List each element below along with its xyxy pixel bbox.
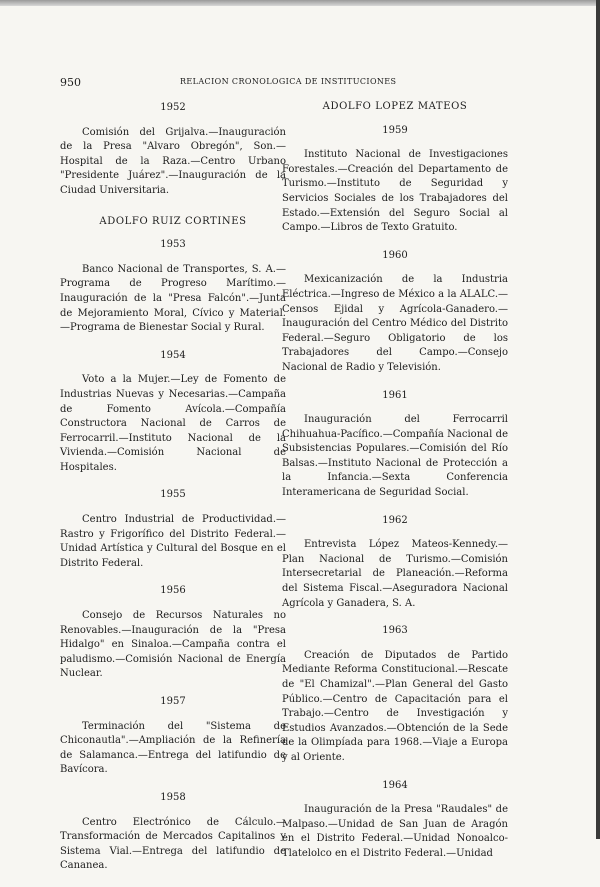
year-heading-1958: 1958 — [160, 791, 186, 803]
year-heading-1955: 1955 — [160, 489, 186, 501]
year-heading-1961: 1961 — [382, 389, 408, 401]
entry-1955: Centro Industrial de Productividad.—Rastro y Frigorífico del Distrito Federal.—Unidad Artística y Cultural del Bosque en el Distrito Federal. — [60, 514, 286, 569]
entry-1959: Instituto Nacional de Investigaciones Forestales.—Creación del Departamento de Turismo.—Instituto de Seguridad y Servicios Sociales de los Trabajadores del Estado.—Extensión del Seguro Social al Campo.—Libros de Texto Gratuito. — [282, 149, 508, 234]
president-heading-ruiz-cortines: ADOLFO RUIZ CORTINES — [99, 215, 247, 227]
year-heading-1964: 1964 — [382, 779, 408, 791]
year-heading-1963: 1963 — [382, 625, 408, 637]
entry-1953: Banco Nacional de Transportes, S. A.—Programa de Progreso Marítimo.—Inauguración de la "Presa Falcón".—Junta de Mejoramiento Moral, Cívico y Material.—Programa de Bienestar Social y Rural. — [60, 263, 286, 334]
running-title: RELACION CRONOLOGICA DE INSTITUCIONES — [180, 77, 397, 86]
page-number: 950 — [60, 76, 81, 89]
entry-1961: Inauguración del Ferrocarril Chihuahua-Pacífico.—Compañía Nacional de Subsistencias Populares.—Comisión del Río Balsas.—Instituto Nacional de Protección a la Infancia.—Sexta Conferencia Interamericana de Seguridad Social. — [282, 414, 508, 499]
year-heading-1960: 1960 — [382, 249, 408, 261]
entry-1956: Consejo de Recursos Naturales no Renovables.—Inauguración de la "Presa Hidalgo" en Sinaloa.—Campaña contra el paludismo.—Comisión Nacional de Energía Nuclear. — [60, 610, 286, 680]
president-heading-lopez-mateos: ADOLFO LOPEZ MATEOS — [322, 101, 468, 112]
year-heading-1953: 1953 — [160, 239, 186, 251]
entry-1954: Voto a la Mujer.—Ley de Fomento de Industrias Nuevas y Necesarias.—Campaña de Fomento Avícola.—Compañía Constructora Nacional de Carros de Ferrocarril.—Instituto Nacional de la Vivienda.—Comisión Nacional de Hospitales. — [60, 374, 286, 473]
scan-right-edge — [596, 0, 600, 839]
entry-1960: Mexicanización de la Industria Eléctrica.—Ingreso de México a la ALALC.—Censos Ejidal y Agrícola-Ganadero.—Inauguración del Centro Médico del Distrito Federal.—Seguro Obligatorio de los Trabajadores del Campo.—Consejo Nacional de Radio y Televisión. — [282, 274, 508, 373]
left-column — [60, 100, 286, 887]
entry-1962: Entrevista López Mateos-Kennedy.—Plan Nacional de Turismo.—Comisión Intersecretarial de Planeación.—Reforma del Sistema Fiscal.—Aseguradora Nacional Agrícola y Ganadera, S. A. — [282, 539, 508, 609]
entry-1963: Creación de Diputados de Partido Mediante Reforma Constitucional.—Rescate de "El Chamizal".—Plan General del Gasto Público.—Centro de Capacitación para el Trabajo.—Centro de Investigación y Estudios Avanzados.—Obtención de la Sede de la Olimpíada para 1968.—Viaje a Europa y al Oriente. — [282, 649, 508, 763]
year-heading-1957: 1957 — [160, 696, 186, 707]
entry-1952: Comisión del Grijalva.—Inauguración de la Presa "Alvaro Obregón", Son.—Hospital de la Raza.—Centro Urbano "Presidente Juárez".—Inauguración de la Ciudad Universitaria. — [60, 126, 286, 196]
page-header — [60, 76, 508, 90]
year-heading-1956: 1956 — [160, 585, 186, 597]
scan-top-edge — [0, 0, 600, 6]
year-heading-1954: 1954 — [160, 349, 186, 361]
year-heading-1962: 1962 — [382, 514, 408, 526]
year-heading-1959: 1959 — [382, 124, 408, 136]
entry-1957: Terminación del "Sistema de Chiconautla".—Ampliación de la Refinería de Salamanca.—Entrega del latifundio de Bavícora. — [60, 720, 286, 776]
year-heading-1952: 1952 — [160, 102, 186, 113]
entry-1964: Inauguración de la Presa "Raudales" de Malpaso.—Unidad de San Juan de Aragón en el Distrito Federal.—Unidad Nonoalco-Tlatelolco en el Distrito Federal.—Unidad — [282, 804, 508, 859]
entry-1958: Centro Electrónico de Cálculo.—Transformación de Mercados Capitalinos y Sistema Vial.—Entrega del latifundio de Cananea. — [60, 816, 286, 872]
right-column — [282, 100, 508, 875]
